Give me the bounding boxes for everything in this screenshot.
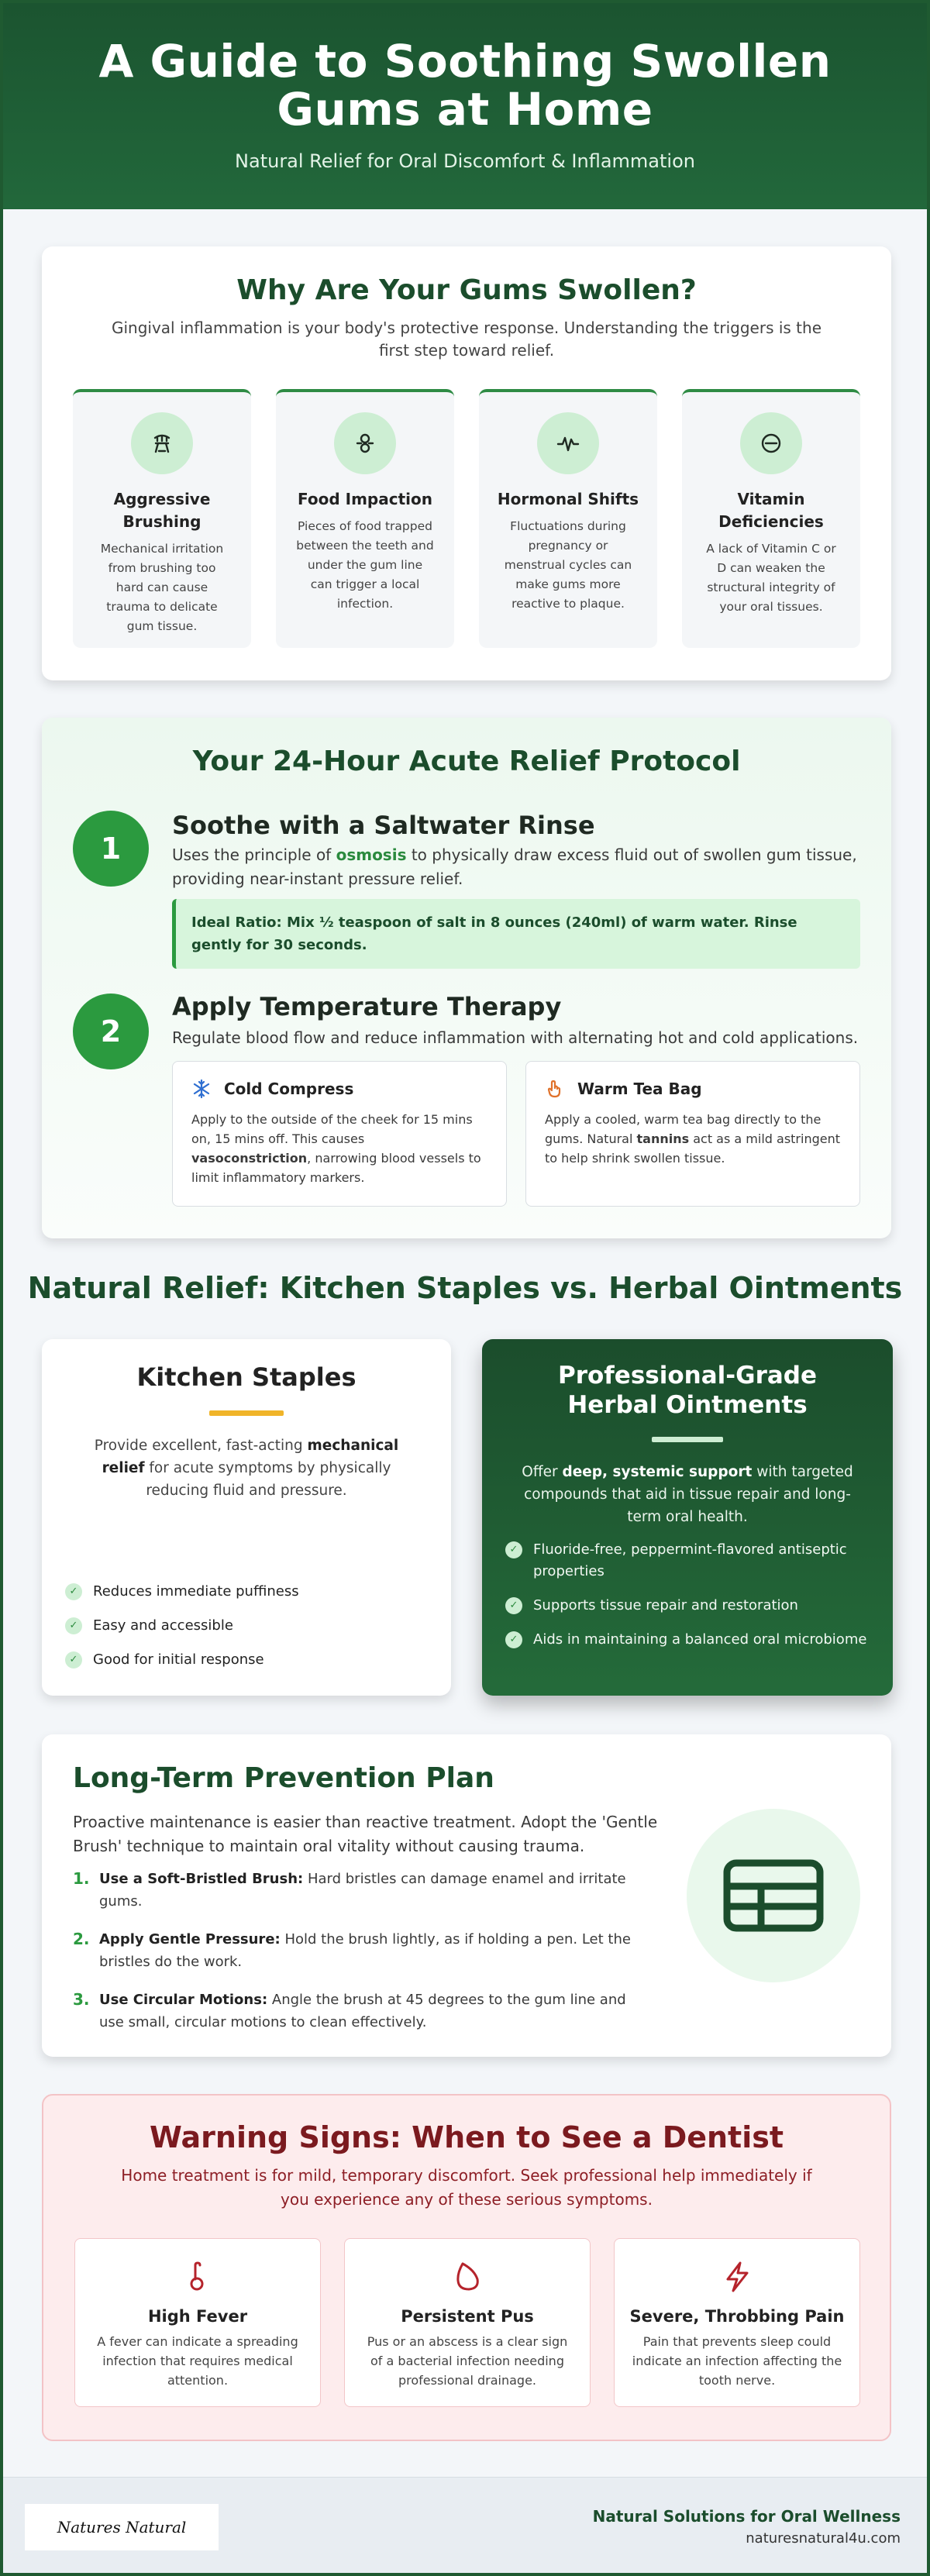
cause-title: Vitamin Deficiencies bbox=[718, 490, 824, 531]
warning-sign-text: Pus or an abscess is a clear sign of a bacterial infection needing professional drainage. bbox=[367, 2334, 568, 2388]
prevention-title: Long-Term Prevention Plan bbox=[73, 1762, 494, 1794]
warning-title: Warning Signs: When to See a Dentist bbox=[149, 2120, 784, 2154]
cause-title: Aggressive Brushing bbox=[113, 490, 211, 531]
cause-card bbox=[479, 389, 657, 648]
list-item: 3. Use Circular Motions: Angle the brush at 45 degrees to the gum line and use small, circular motions to clean effectively. bbox=[73, 1990, 626, 2030]
kitchen-title: Kitchen Staples bbox=[136, 1362, 356, 1392]
list-item: ✓ Fluoride-free, peppermint-flavored antiseptic properties bbox=[505, 1539, 870, 1582]
warning-section bbox=[42, 2094, 891, 2441]
list-item: 2. Apply Gentle Pressure: Hold the brush lightly, as if holding a pen. Let the bristles do the work. bbox=[73, 1930, 631, 1970]
warning-sign-title: Persistent Pus bbox=[401, 2307, 534, 2326]
check-icon: ✓ bbox=[65, 1651, 82, 1669]
list-item: ✓ Good for initial response bbox=[65, 1649, 299, 1671]
kitchen-benefit-list bbox=[65, 1581, 299, 1683]
cause-text: Mechanical irritation from brushing too hard can cause trauma to delicate gum tissue. bbox=[100, 542, 224, 633]
warning-sign-card bbox=[74, 2238, 321, 2407]
cause-card bbox=[682, 389, 860, 648]
compare-title: Natural Relief: Kitchen Staples vs. Herbal Ointments bbox=[27, 1271, 903, 1305]
herbal-ointments-card bbox=[482, 1339, 893, 1696]
warning-sign-text: A fever can indicate a spreading infection that requires medical attention. bbox=[97, 2334, 298, 2388]
why-title: Why Are Your Gums Swollen? bbox=[236, 274, 697, 306]
step-description: Regulate blood flow and reduce inflammation with alternating hot and cold applications. bbox=[172, 1028, 859, 1047]
lightning-icon bbox=[615, 2261, 859, 2295]
divider bbox=[652, 1437, 723, 1442]
check-icon: ✓ bbox=[505, 1541, 522, 1558]
kitchen-staples-card bbox=[42, 1339, 451, 1696]
protocol-section bbox=[42, 718, 891, 1238]
why-lead: Gingival inflammation is your body's protective response. Understanding the triggers is the first step toward relief. bbox=[111, 319, 822, 360]
warning-sign-title: Severe, Throbbing Pain bbox=[629, 2307, 845, 2326]
herbal-benefit-list bbox=[505, 1539, 870, 1663]
warning-sign-card bbox=[344, 2238, 591, 2407]
list-item: ✓ Supports tissue repair and restoration bbox=[505, 1595, 870, 1617]
warning-sign-text: Pain that prevents sleep could indicate an infection affecting the tooth nerve. bbox=[632, 2334, 842, 2388]
divider bbox=[209, 1410, 284, 1416]
cause-text: Fluctuations during pregnancy or menstrual cycles can make gums more reactive to plaque. bbox=[504, 519, 632, 611]
why-section bbox=[42, 246, 891, 680]
food-icon bbox=[334, 412, 396, 474]
snowflake-icon bbox=[191, 1079, 212, 1099]
kitchen-description: Provide excellent, fast-acting mechanical relief for acute symptoms by physically reducing fluid and pressure. bbox=[94, 1438, 399, 1499]
check-icon: ✓ bbox=[65, 1583, 82, 1600]
footer-info bbox=[593, 2507, 901, 2547]
prevention-section bbox=[42, 1734, 891, 2057]
causes-grid bbox=[73, 389, 860, 648]
footer bbox=[3, 2477, 927, 2576]
prevention-list bbox=[73, 1868, 646, 2049]
footer-url-link[interactable]: naturesnatural4u.com bbox=[746, 2530, 901, 2547]
list-item: 1. Use a Soft-Bristled Brush: Hard bristles can damage enamel and irritate gums. bbox=[73, 1869, 626, 1910]
check-icon: ✓ bbox=[65, 1617, 82, 1634]
herbal-description: Offer deep, systemic support with targeted compounds that aid in tissue repair and long-term oral health. bbox=[522, 1464, 853, 1525]
step-description: Uses the principle of osmosis to physically draw excess fluid out of swollen gum tissue, providing near-instant pressure relief. bbox=[172, 845, 857, 888]
pulse-icon bbox=[537, 412, 599, 474]
list-item: ✓ Aids in maintaining a balanced oral microbiome bbox=[505, 1629, 870, 1651]
herbal-title: Professional-Grade Herbal Ointments bbox=[558, 1362, 817, 1419]
check-icon: ✓ bbox=[505, 1631, 522, 1648]
cold-compress-title: Cold Compress bbox=[224, 1080, 354, 1098]
calendar-grid-icon bbox=[687, 1809, 860, 1982]
warning-sign-card bbox=[614, 2238, 860, 2407]
cause-text: A lack of Vitamin C or D can weaken the structural integrity of your oral tissues. bbox=[706, 542, 836, 614]
droplet-icon bbox=[345, 2261, 590, 2295]
logo-text: Natures Natural bbox=[57, 2518, 187, 2536]
cold-compress-card bbox=[172, 1061, 507, 1207]
cause-card bbox=[73, 389, 251, 648]
page-title: A Guide to Soothing Swollen Gums at Home bbox=[98, 35, 832, 136]
check-icon: ✓ bbox=[505, 1597, 522, 1614]
cause-title: Food Impaction bbox=[298, 490, 432, 508]
warning-sign-title: High Fever bbox=[147, 2307, 248, 2326]
vitamin-icon bbox=[740, 412, 802, 474]
cold-compress-text: Apply to the outside of the cheek for 15 mins on, 15 mins off. This causes vasoconstriction, narrowing blood vessels to limit inflammatory markers. bbox=[191, 1112, 481, 1185]
step-number: 2 bbox=[73, 994, 149, 1069]
hero-header bbox=[3, 3, 927, 209]
warm-tea-card bbox=[525, 1061, 860, 1207]
brand-logo[interactable] bbox=[25, 2504, 219, 2550]
cause-text: Pieces of food trapped between the teeth and under the gum line can trigger a local infection. bbox=[296, 519, 434, 611]
prevention-lead: Proactive maintenance is easier than reactive treatment. Adopt the 'Gentle Brush' technique to maintain oral vitality without causing trauma. bbox=[73, 1813, 658, 1855]
warm-tea-text: Apply a cooled, warm tea bag directly to the gums. Natural tannins act as a mild astringent to help shrink swollen tissue. bbox=[545, 1112, 840, 1166]
protocol-title: Your 24-Hour Acute Relief Protocol bbox=[192, 746, 741, 777]
cause-title: Hormonal Shifts bbox=[497, 490, 639, 508]
thermometer-icon bbox=[75, 2261, 320, 2295]
page-subtitle: Natural Relief for Oral Discomfort & Inflammation bbox=[235, 150, 695, 172]
footer-tagline: Natural Solutions for Oral Wellness bbox=[592, 2507, 901, 2526]
ratio-callout: Ideal Ratio: Mix ½ teaspoon of salt in 8 ounces (240ml) of warm water. Rinse gently for 30 seconds. bbox=[172, 899, 860, 969]
step-title: Apply Temperature Therapy bbox=[172, 992, 562, 1021]
toothbrush-icon bbox=[131, 412, 193, 474]
warning-lead: Home treatment is for mild, temporary discomfort. Seek professional help immediately if you experience any of these serious symptoms. bbox=[121, 2166, 812, 2209]
cause-card bbox=[276, 389, 454, 648]
list-item: ✓ Easy and accessible bbox=[65, 1615, 299, 1637]
list-item: ✓ Reduces immediate puffiness bbox=[65, 1581, 299, 1603]
step-number: 1 bbox=[73, 811, 149, 887]
hand-icon bbox=[545, 1079, 565, 1099]
warm-tea-title: Warm Tea Bag bbox=[577, 1080, 702, 1098]
step-title: Soothe with a Saltwater Rinse bbox=[172, 811, 595, 840]
